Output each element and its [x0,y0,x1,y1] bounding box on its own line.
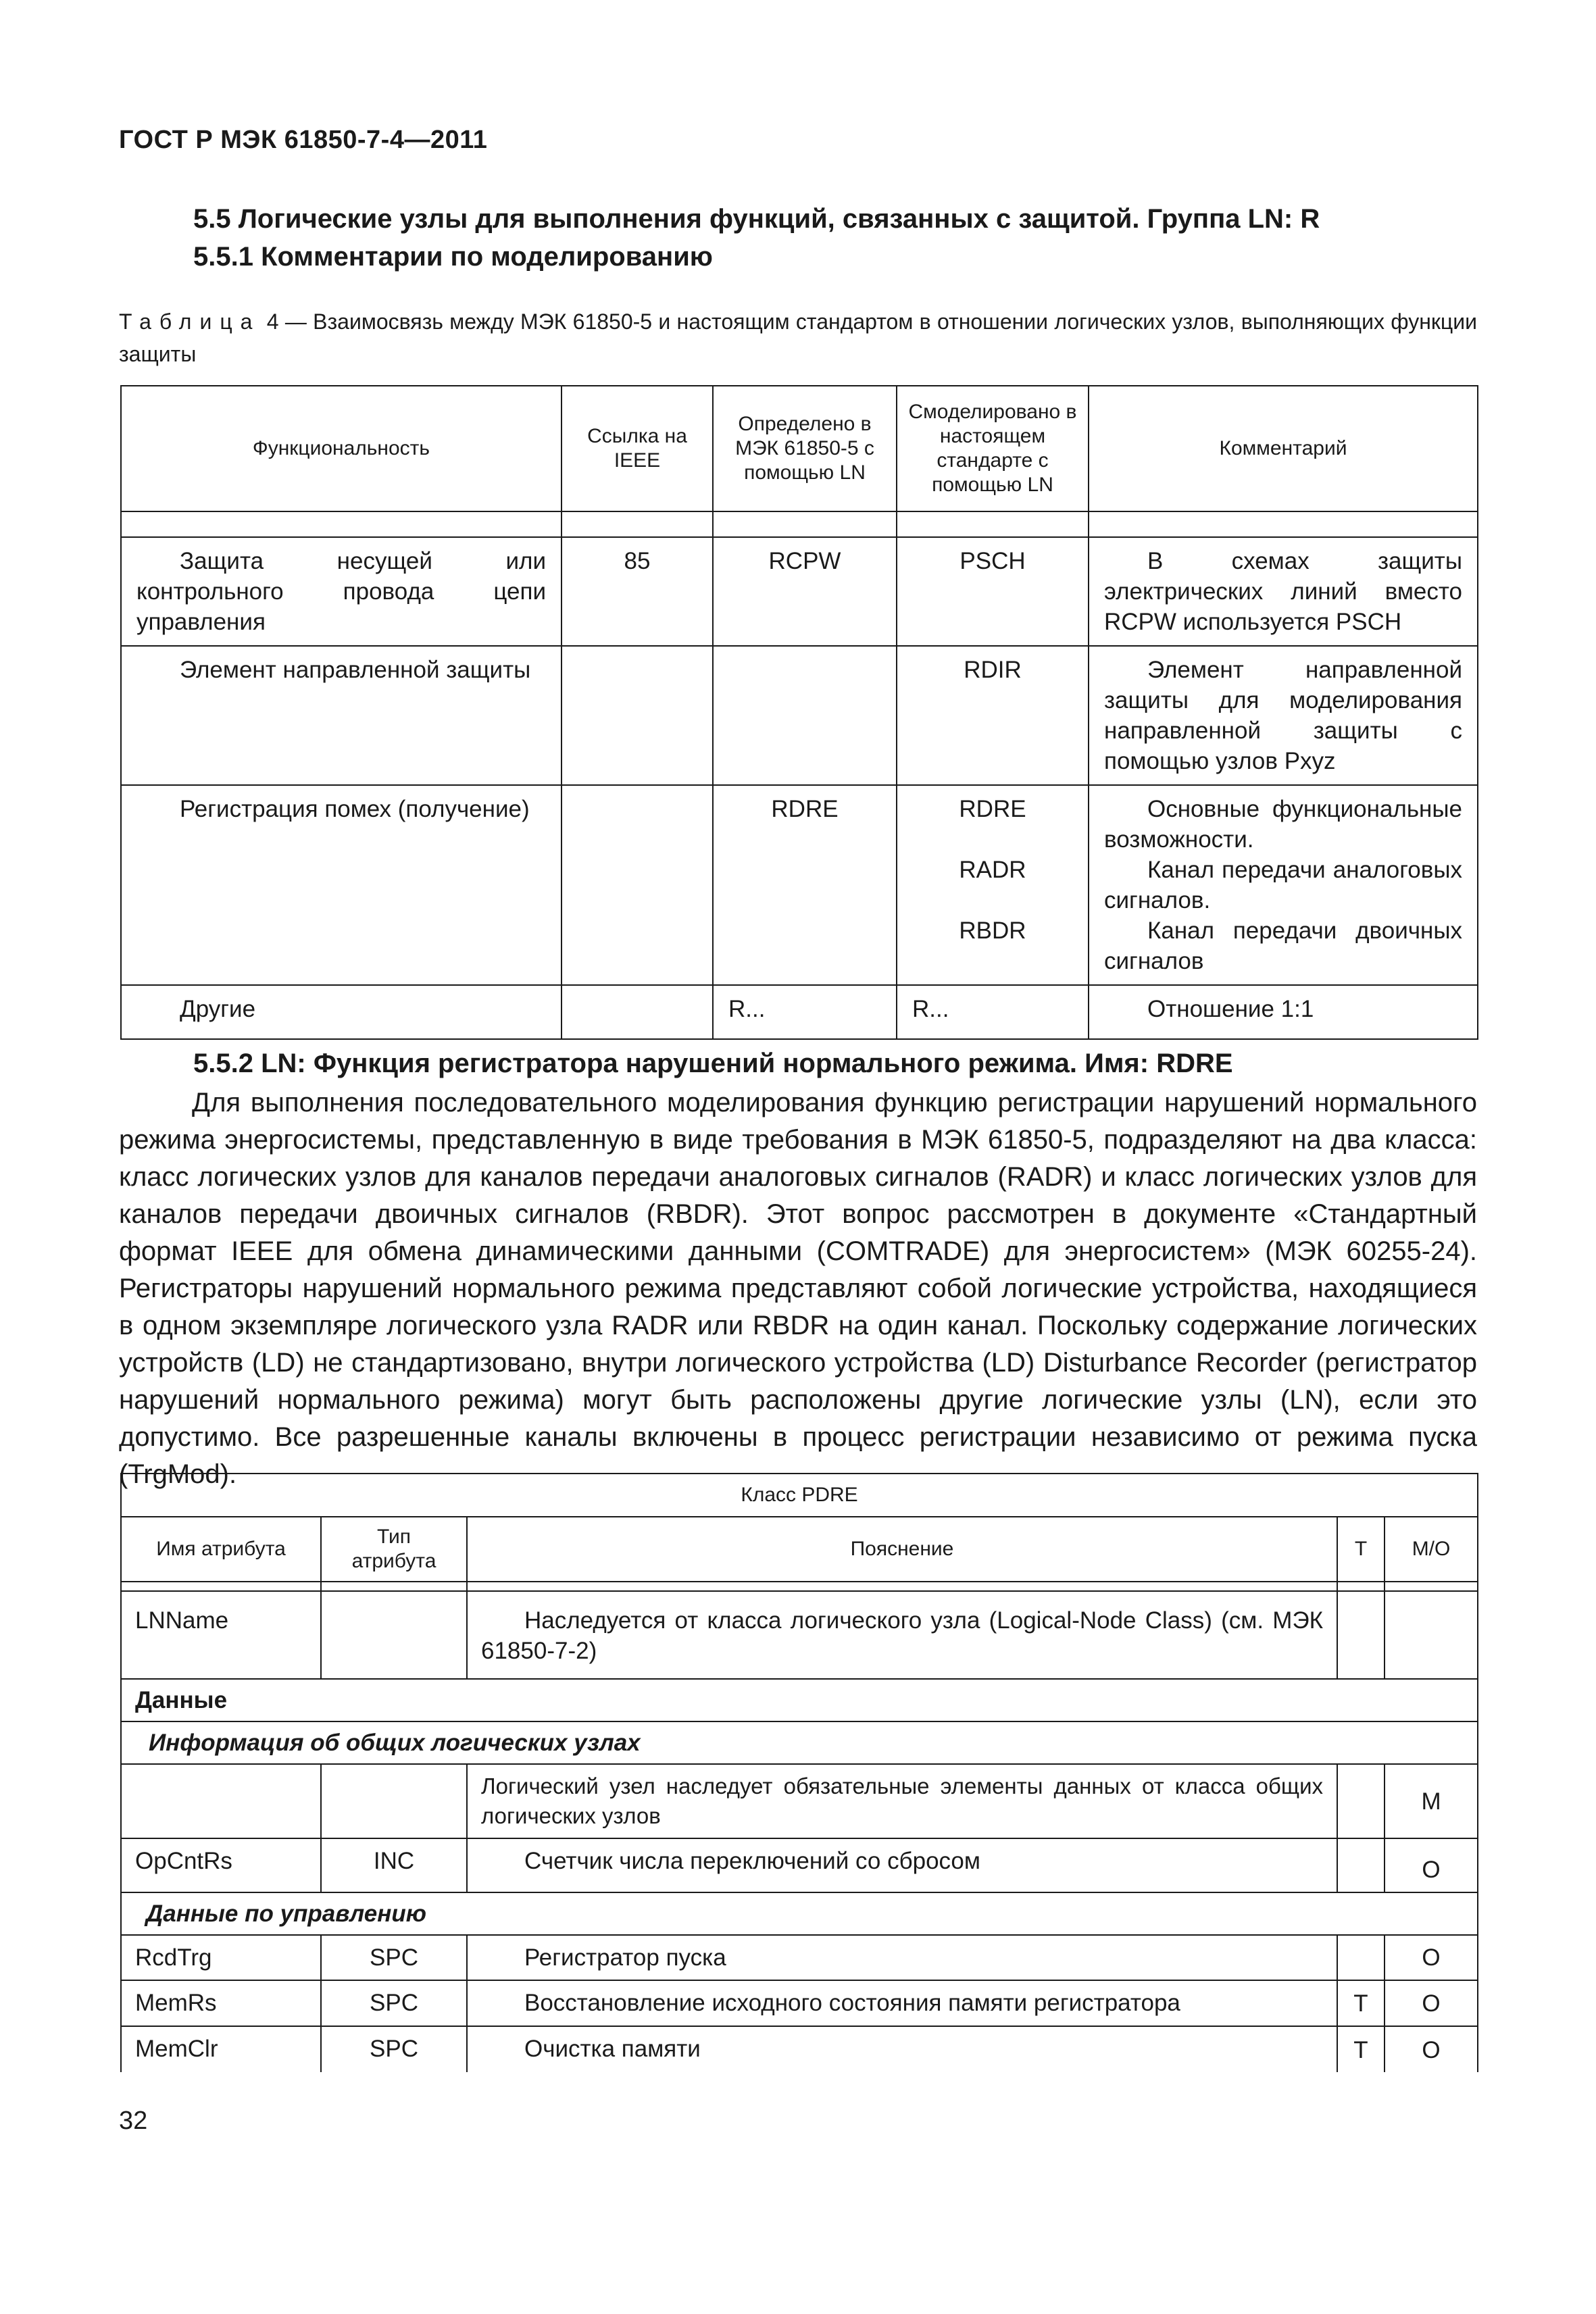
header-mo: M/O [1385,1517,1478,1582]
row-functionality: Защита несущей или контрольного провода цепи управления [121,537,562,646]
attr-mo: O [1385,1838,1478,1892]
group-row [121,1679,1478,1721]
comment-line: Основные функциональные возможности. [1104,796,1462,853]
table-row [121,1764,1478,1838]
header-t: T [1337,1517,1385,1582]
section-5-5-heading: 5.5 Логические узлы для выполнения функций, связанных с защитой. Группа LN: R [193,204,1320,234]
attr-type: SPC [321,2026,467,2072]
modeled-value: RADR [959,857,1026,883]
paragraph-text: Для выполнения последовательного моделирования функцию регистрации нарушений нормального режима энергосистемы, представленную в виде требования в МЭК 61850-5, подразделяют на два класса: класс логических узлов для каналов передачи аналоговых сигналов (RADR) и класс логических узлов для каналов передачи двоичных сигналов (RBDR). Этот вопрос рассмотрен в документе «Стандартный формат IEEE для обмена динамическими данными (COMTRADE) для энергосистем» (МЭК 60255-24). Регистраторы нарушений нормального режима представляют собой логические устройства, находящиеся в одном экземпляре логического узла RADR или RBDR на один канал. Поскольку содержание логических устройств (LD) не стандартизовано, внутри логического устройства (LD) Disturbance Recorder (регистратор нарушений нормального режима) могут быть расположены другие логические узлы (LN), если это допустимо. Все разрешенные каналы включены в процесс регистрации независимо от режима пуска (TrgMod). [119,1088,1477,1489]
attr-t [1337,1764,1385,1838]
row-modeled [897,785,1089,985]
group-row [121,1721,1478,1764]
table-row [121,985,1478,1039]
header-modeled-by: Смоделировано в настоящем стандарте с помощью LN [897,386,1089,511]
row-modeled: R... [897,985,1089,1039]
page-number: 32 [119,2107,148,2135]
document-header: ГОСТ Р МЭК 61850-7-4—2011 [119,126,488,154]
attr-name: MemClr [121,2026,321,2072]
attr-name: RcdTrg [121,1935,321,1980]
body-paragraph [119,1084,1477,1493]
row-ieee [562,785,713,985]
section-5-5-1-heading: 5.5.1 Комментарии по моделированию [193,242,713,272]
group-row [121,1892,1478,1935]
class-pdre-table [120,1473,1478,2072]
row-modeled: RDIR [897,646,1089,785]
row-comment [1089,785,1478,985]
table-row [121,646,1478,785]
table-row [121,785,1478,985]
table-row [121,1935,1478,1980]
row-functionality: Регистрация помех (получение) [121,785,562,985]
group-common-ln: Информация об общих логических узлах [121,1721,1478,1764]
class-title-row [121,1474,1478,1517]
table-row [121,2026,1478,2072]
header-functionality: Функциональность [121,386,562,511]
row-functionality: Другие [121,985,562,1039]
attr-explanation: Очистка памяти [467,2026,1337,2072]
header-comment: Комментарий [1089,386,1478,511]
modeled-value: RBDR [959,917,1026,944]
comment-line: Канал передачи аналоговых сигналов. [1104,857,1462,913]
table-row [121,1591,1478,1679]
attr-explanation: Восстановление исходного состояния памяти регистратора [467,1980,1337,2026]
class-title: Класс PDRE [121,1474,1478,1517]
attr-name: LNName [121,1591,321,1679]
attr-name: OpCntRs [121,1838,321,1892]
row-defined: R... [713,985,897,1039]
attr-mo: O [1385,1980,1478,2026]
attr-name: MemRs [121,1980,321,2026]
row-defined: RDRE [713,785,897,985]
row-modeled: PSCH [897,537,1089,646]
header-defined-by: Определено в МЭК 61850-5 с помощью LN [713,386,897,511]
header-ieee-ref: Ссылка на IEEE [562,386,713,511]
attr-t [1337,1591,1385,1679]
row-defined [713,646,897,785]
table-row [121,1980,1478,2026]
header-attr-type: Тип атрибута [321,1517,467,1582]
row-functionality: Элемент направленной защиты [121,646,562,785]
attr-name [121,1764,321,1838]
attr-explanation: Счетчик числа переключений со сбросом [467,1838,1337,1892]
group-control: Данные по управлению [121,1892,1478,1935]
attr-t: T [1337,2026,1385,2072]
attr-t [1337,1838,1385,1892]
attr-mo: O [1385,1935,1478,1980]
header-explanation: Пояснение [467,1517,1337,1582]
attr-mo: O [1385,2026,1478,2072]
attr-explanation: Наследуется от класса логического узла (Logical-Node Class) (см. МЭК 61850-7-2) [467,1591,1337,1679]
table-row [121,537,1478,646]
row-ieee [562,646,713,785]
table-4-caption [119,305,1477,370]
table-4 [120,385,1478,1040]
row-comment: Элемент направленной защиты для моделирования направленной защиты с помощью узлов Pxyz [1089,646,1478,785]
attr-type [321,1591,467,1679]
attr-type [321,1764,467,1838]
table-caption-text: 4 — Взаимосвязь между МЭК 61850-5 и настоящим стандартом в отношении логических узлов, выполняющих функции защиты [119,309,1478,366]
table-4-separator [121,511,1478,537]
comment-line: Канал передачи двоичных сигналов [1104,917,1462,974]
row-comment: В схемах защиты электрических линий вместо RCPW используется PSCH [1089,537,1478,646]
table-row [121,1838,1478,1892]
modeled-value: RDRE [959,796,1026,822]
row-defined: RCPW [713,537,897,646]
table-caption-label: Таблица [119,309,261,334]
attr-type: SPC [321,1935,467,1980]
attr-type: INC [321,1838,467,1892]
attr-explanation: Логический узел наследует обязательные элементы данных от класса общих логических узлов [467,1764,1337,1838]
attr-explanation: Регистратор пуска [467,1935,1337,1980]
class-header-row [121,1517,1478,1582]
attr-type: SPC [321,1980,467,2026]
attr-t [1337,1935,1385,1980]
row-ieee: 85 [562,537,713,646]
row-ieee [562,985,713,1039]
attr-t: T [1337,1980,1385,2026]
attr-mo: M [1385,1764,1478,1838]
header-attr-name: Имя атрибута [121,1517,321,1582]
group-data: Данные [121,1679,1478,1721]
section-5-5-2-heading: 5.5.2 LN: Функция регистратора нарушений нормального режима. Имя: RDRE [193,1049,1233,1078]
class-table-separator [121,1582,1478,1591]
attr-mo [1385,1591,1478,1679]
row-comment: Отношение 1:1 [1089,985,1478,1039]
table-4-header-row [121,386,1478,511]
